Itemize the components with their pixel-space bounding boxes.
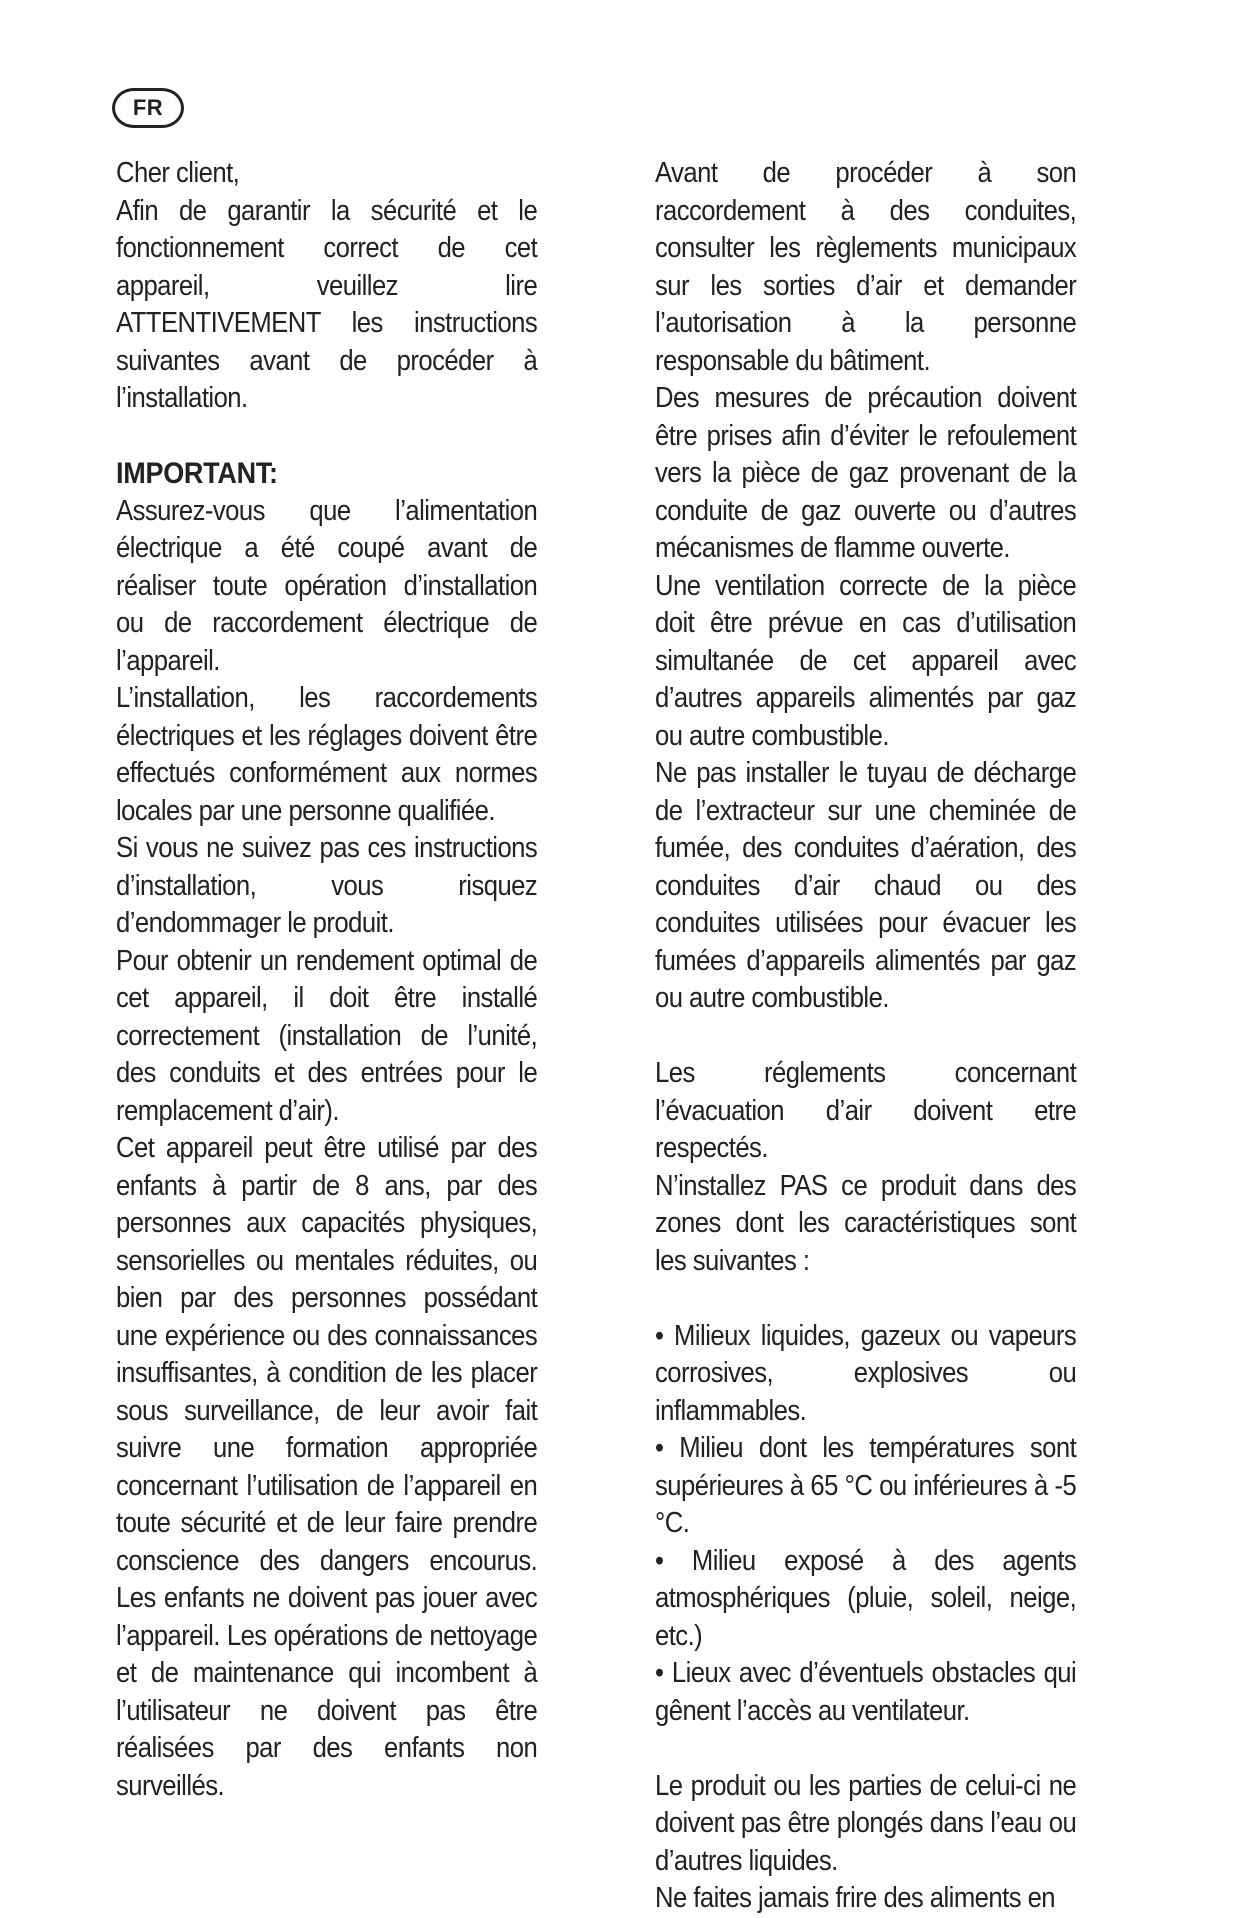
zones-paragraph: N’installez PAS ce produit dans des zones dont les caractéristiques sont les suivantes : bbox=[655, 1169, 1077, 1277]
ventilation-paragraph: Une ventilation correcte de la pièce doit être prévue en cas d’utilisation simultanée de cet appareil avec d’autres appareils alimentés par gaz ou autre combustible. bbox=[655, 569, 1077, 752]
performance-paragraph: Pour obtenir un rendement optimal de cet appareil, il doit être installé correctement (installation de l’unité, des conduits et des entrées pour le remplacement d’air). bbox=[116, 944, 538, 1127]
greeting: Cher client, bbox=[116, 157, 240, 189]
bullet-item: • Milieu exposé à des agents atmosphériques (pluie, soleil, neige, etc.) bbox=[655, 1544, 1077, 1652]
bullet-item: • Milieux liquides, gazeux ou vapeurs corrosives, explosives ou inflammables. bbox=[655, 1319, 1077, 1427]
spacer bbox=[655, 1730, 1076, 1768]
damage-warning-paragraph: Si vous ne suivez pas ces instructions d’installation, vous risquez d’endommager le produit. bbox=[116, 832, 538, 939]
discharge-paragraph: Ne pas installer le tuyau de décharge de l’extracteur sur une cheminée de fumée, des conduites d’aération, des conduites d’air chaud ou des conduites utilisées pour évacuer les fumées d’appareils alimentés par gaz ou autre combustible. bbox=[655, 757, 1077, 1014]
left-column bbox=[116, 155, 537, 1805]
immersion-paragraph: Le produit ou les parties de celui-ci ne doivent pas être plongés dans l’eau ou d’autres liquides. bbox=[655, 1769, 1077, 1877]
language-badge: FR bbox=[112, 88, 184, 128]
frying-paragraph: Ne faites jamais frire des aliments en bbox=[655, 1882, 1056, 1914]
spacer bbox=[655, 1280, 1076, 1318]
children-paragraph: Cet appareil peut être utilisé par des enfants à partir de 8 ans, par des personnes aux capacités physiques, sensorielles ou mentales réduites, ou bien par des personnes possédant une expérience ou des connaissances insuffisantes, à condition de les placer sous surveillance, de leur avoir fait suivre une formation appropriée concernant l’utilisation de l’appareil en toute sécurité et de leur faire prendre conscience des dangers encourus. Les enfants ne doivent pas jouer avec l’appareil. Les opérations de nettoyage et de maintenance qui incombent à l’utilisateur ne doivent pas être réalisées par des enfants non surveillés. bbox=[116, 1132, 538, 1802]
power-paragraph: Assurez-vous que l’alimentation électrique a été coupé avant de réaliser toute opération d’installation ou de raccordement électrique de l’appareil. bbox=[116, 494, 538, 677]
right-column bbox=[655, 155, 1076, 1918]
spacer bbox=[655, 1018, 1076, 1056]
qualified-install-paragraph: L’installation, les raccordements électriques et les réglages doivent être effectués conformément aux normes locales par une personne qualifiée. bbox=[116, 682, 538, 827]
spacer bbox=[116, 418, 537, 456]
ducts-paragraph: Avant de procéder à son raccordement à des conduites, consulter les règlements municipaux sur les sorties d’air et demander l’autorisation à la personne responsable du bâtiment. bbox=[655, 157, 1077, 377]
important-heading: IMPORTANT: bbox=[116, 457, 278, 490]
intro-paragraph: Afin de garantir la sécurité et le fonctionnement correct de cet appareil, veuillez lire ATTENTIVEMENT les instructions suivantes avant de procéder à l’installation. bbox=[116, 194, 538, 414]
regulations-paragraph: Les réglements concernant l’évacuation d’air doivent etre respectés. bbox=[655, 1057, 1077, 1164]
bullet-item: • Milieu dont les températures sont supérieures à 65 °C ou inférieures à -5 °C. bbox=[655, 1432, 1077, 1539]
backflow-paragraph: Des mesures de précaution doivent être prises afin d’éviter le refoulement vers la pièce de gaz provenant de la conduite de gaz ouverte ou d’autres mécanismes de flamme ouverte. bbox=[655, 382, 1077, 564]
bullet-item: • Lieux avec d’éventuels obstacles qui gênent l’accès au ventilateur. bbox=[655, 1657, 1077, 1727]
